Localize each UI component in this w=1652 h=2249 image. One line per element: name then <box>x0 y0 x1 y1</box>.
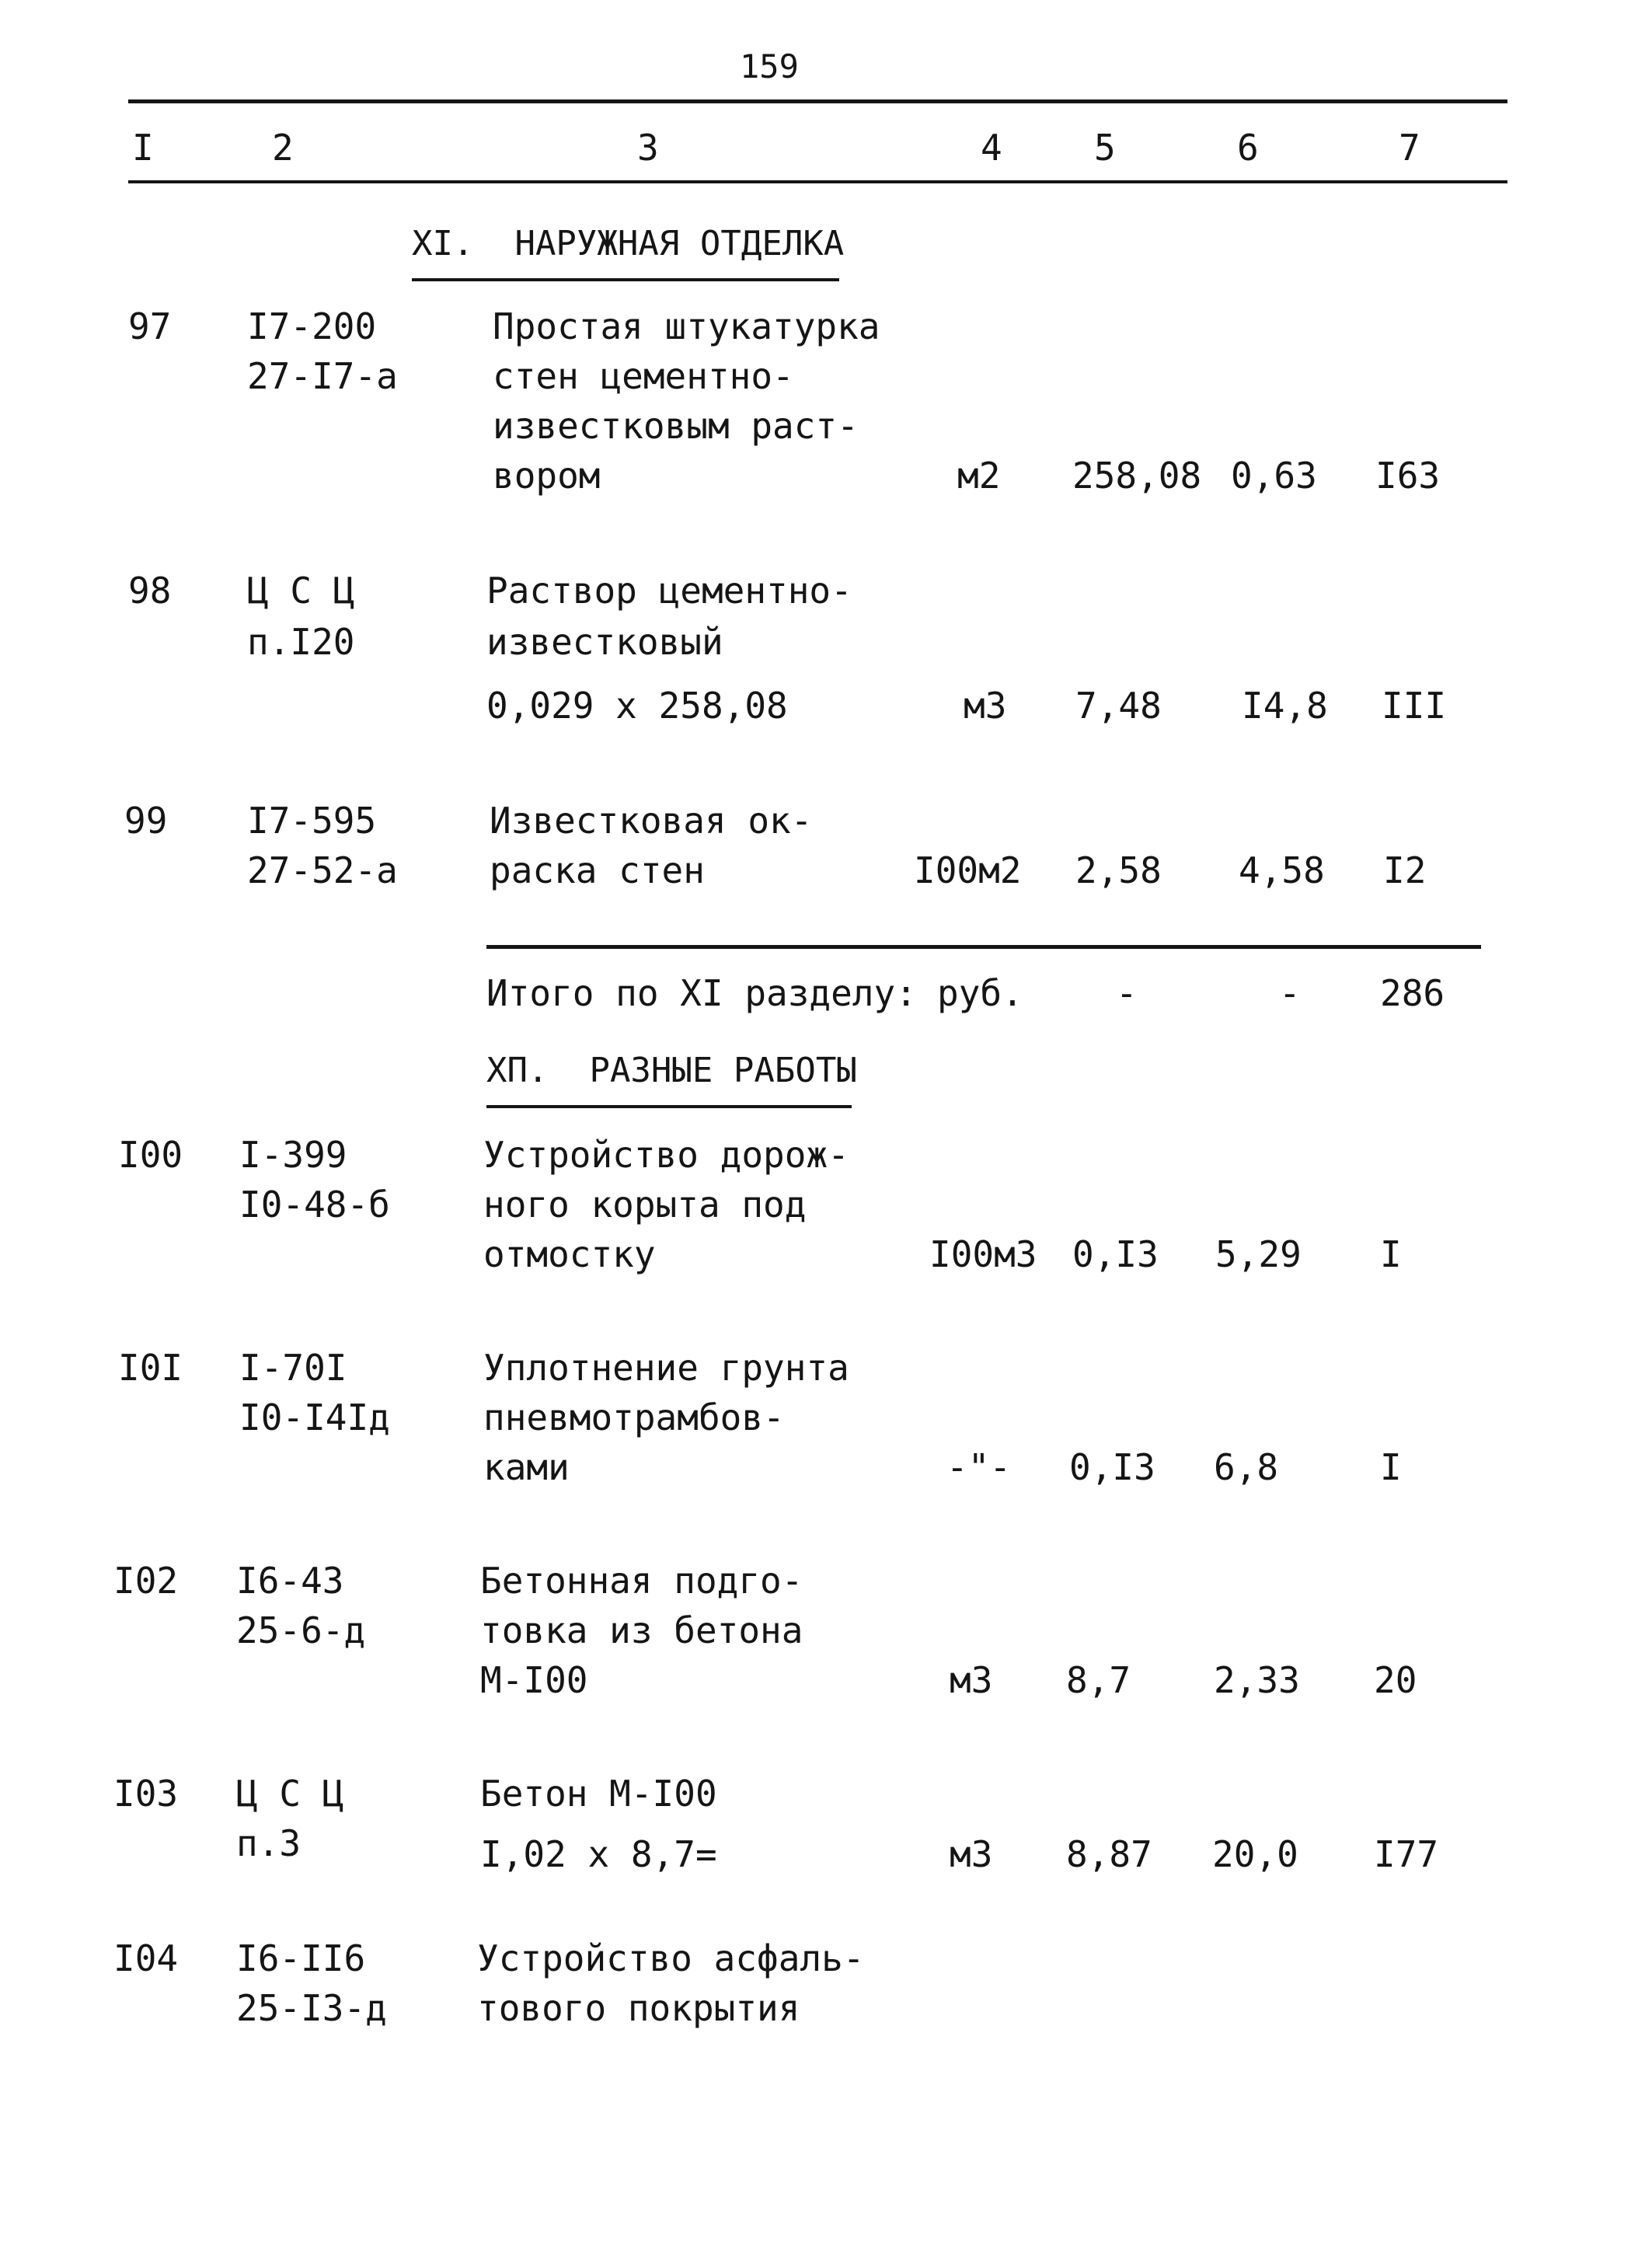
row-total: I77 <box>1374 1833 1439 1875</box>
section-xii-title-underline <box>486 1105 852 1108</box>
row-price: I4,8 <box>1242 685 1328 727</box>
row-code-line: 27-52-а <box>247 849 398 891</box>
column-header-3: 3 <box>637 127 659 169</box>
row-price: 5,29 <box>1215 1233 1302 1275</box>
row-number: I00 <box>118 1134 183 1176</box>
row-price: 4,58 <box>1239 849 1325 891</box>
row-description-line: вором <box>493 455 601 497</box>
subtotal-price: - <box>1279 972 1301 1014</box>
row-code-line: 25-I3-д <box>236 1987 387 2029</box>
row-code-line: I0-I4Iд <box>239 1396 390 1438</box>
row-number: I04 <box>113 1937 179 1979</box>
row-quantity: 8,87 <box>1066 1833 1152 1875</box>
row-description-line: Бетонная подго- <box>480 1560 803 1602</box>
row-description-line: известковым раст- <box>493 405 859 447</box>
row-unit: I00м3 <box>929 1233 1037 1275</box>
row-unit: м3 <box>950 1833 993 1875</box>
row-code-line: I0-48-б <box>239 1184 390 1226</box>
page-number: 159 <box>740 47 799 85</box>
row-description-line: Известковая ок- <box>490 800 813 842</box>
subtotal-unit: руб. <box>937 972 1023 1014</box>
row-description-line: товка из бетона <box>480 1609 803 1651</box>
row-code-line: I7-200 <box>247 305 377 347</box>
row-description-line: Раствор цементно- <box>486 570 852 612</box>
row-price: 6,8 <box>1214 1446 1279 1488</box>
subtotal-rule <box>486 945 1481 949</box>
row-total: III <box>1382 685 1447 727</box>
row-description-line: Устройство асфаль- <box>477 1937 865 1979</box>
header-top-rule <box>128 99 1507 103</box>
section-xii-title: ХП. РАЗНЫЕ РАБОТЫ <box>486 1051 857 1090</box>
row-description-line: Бетон М-I00 <box>480 1773 717 1815</box>
row-number: 98 <box>128 570 172 612</box>
row-number: I03 <box>113 1773 179 1815</box>
row-code-line: п.I20 <box>247 621 355 663</box>
row-total: I <box>1380 1446 1402 1488</box>
row-quantity: 0,I3 <box>1072 1233 1159 1275</box>
row-unit: I00м2 <box>914 849 1022 891</box>
row-description-line: тового покрытия <box>477 1987 800 2029</box>
row-description-line: I,02 х 8,7= <box>480 1833 717 1875</box>
subtotal-total: 286 <box>1380 972 1445 1014</box>
row-quantity: 7,48 <box>1075 685 1162 727</box>
row-description-line: пневмотрамбов- <box>483 1396 785 1438</box>
column-header-6: 6 <box>1237 127 1259 169</box>
row-total: 20 <box>1374 1659 1417 1701</box>
row-code-line: Ц С Ц <box>236 1773 344 1815</box>
row-code-line: I-399 <box>239 1134 347 1176</box>
section-xi-title: XI. НАРУЖНАЯ ОТДЕЛКА <box>412 224 845 263</box>
section-xi-title-underline <box>412 278 839 281</box>
row-code-line: I-70I <box>239 1347 347 1389</box>
row-price: 2,33 <box>1214 1659 1300 1701</box>
row-price: 0,63 <box>1231 455 1317 497</box>
subtotal-label: Итого по XI разделу: <box>486 972 917 1014</box>
column-header-5: 5 <box>1094 127 1116 169</box>
row-unit: м3 <box>950 1659 993 1701</box>
row-quantity: 258,08 <box>1072 455 1202 497</box>
row-description-line: Устройство дорож- <box>483 1134 849 1176</box>
row-unit: м3 <box>964 685 1007 727</box>
row-description-line: 0,029 х 258,08 <box>486 685 788 727</box>
row-code-line: 25-6-д <box>236 1609 366 1651</box>
row-description-line: Простая штукатурка <box>493 305 880 347</box>
row-description-line: ками <box>483 1446 570 1488</box>
row-price: 20,0 <box>1212 1833 1298 1875</box>
row-description-line: известковый <box>486 621 723 663</box>
row-description-line: М-I00 <box>480 1659 588 1701</box>
row-unit: м2 <box>957 455 1001 497</box>
row-total: I63 <box>1375 455 1441 497</box>
row-description-line: раска стен <box>490 849 705 891</box>
row-number: I02 <box>113 1560 179 1602</box>
row-description-line: стен цементно- <box>493 355 794 397</box>
column-header-2: 2 <box>272 127 294 169</box>
row-unit: -"- <box>946 1446 1012 1488</box>
row-description-line: ного корыта под <box>483 1184 807 1226</box>
column-header-1: I <box>132 127 154 169</box>
row-total: I2 <box>1383 849 1427 891</box>
row-code-line: 27-I7-а <box>247 355 398 397</box>
row-number: 97 <box>128 305 172 347</box>
row-description-line: Уплотнение грунта <box>483 1347 849 1389</box>
row-number: 99 <box>124 800 168 842</box>
row-code-line: I7-595 <box>247 800 377 842</box>
row-total: I <box>1380 1233 1402 1275</box>
row-number: I0I <box>118 1347 183 1389</box>
row-code-line: п.3 <box>236 1822 301 1864</box>
subtotal-quantity: - <box>1116 972 1138 1014</box>
row-quantity: 0,I3 <box>1069 1446 1155 1488</box>
row-code-line: I6-II6 <box>236 1937 366 1979</box>
header-bottom-rule <box>128 180 1507 183</box>
row-description-line: отмостку <box>483 1233 656 1275</box>
column-header-7: 7 <box>1399 127 1420 169</box>
row-quantity: 8,7 <box>1066 1659 1131 1701</box>
column-header-4: 4 <box>981 127 1002 169</box>
row-quantity: 2,58 <box>1075 849 1162 891</box>
row-code-line: Ц С Ц <box>247 570 355 612</box>
row-code-line: I6-43 <box>236 1560 344 1602</box>
